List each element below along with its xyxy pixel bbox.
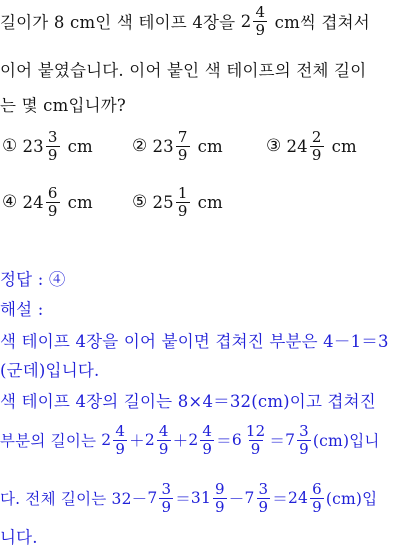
choice-marker: ① (2, 136, 18, 156)
fraction: $\frac{6}{9}$ (312, 479, 322, 516)
explanation-label: 해설 : (0, 300, 44, 319)
fraction: $\frac{3}{9}$ (299, 421, 309, 458)
fraction: $\frac{7}{9}$ (177, 127, 188, 164)
fraction: $\frac{9}{9}$ (215, 479, 225, 516)
fraction: $\frac{6}{9}$ (47, 183, 58, 220)
explanation-line-1: 색 테이프 4장을 이어 붙이면 겹쳐진 부분은 4－1＝3 (0, 332, 389, 351)
explanation-line-3: 색 테이프 4장의 길이는 8×4＝32(cm)이고 겹쳐진 (0, 392, 376, 411)
choices-row-1 (2, 126, 357, 166)
answer-label: 정답 : ④ (0, 270, 66, 289)
explanation-line-6: 니다. (0, 527, 38, 547)
explanation-line-4: 부분의 길이는 2 $\frac{4}{9}$ ＋ 2 $\frac{4}{9}$ ＋ 2 $\frac{4}{9}$ ＝ 6 $\frac{12}{9}$ ＝ 7 $\frac{3}{9}$ (cm)입니 (0, 421, 380, 458)
choice-1[interactable]: ① 23 $\frac{3}{9}$ cm (2, 127, 93, 164)
choice-marker: ② (132, 136, 148, 156)
fraction: $\frac{3}{9}$ (47, 127, 58, 164)
choices-row-2 (2, 182, 223, 222)
fraction: $\frac{4}{9}$ (255, 2, 266, 39)
problem-line-1 (0, 2, 370, 40)
fraction: $\frac{4}{9}$ (202, 421, 213, 458)
mixed-whole: 2 (240, 11, 252, 31)
explanation-line-2: (군데)입니다. (0, 361, 100, 380)
fraction: $\frac{2}{9}$ (311, 127, 322, 164)
problem-line-2: 이어 붙였습니다. 이어 붙인 색 테이프의 전체 길이 (0, 61, 367, 80)
fraction: $\frac{3}{9}$ (258, 479, 269, 516)
fraction: $\frac{1}{9}$ (177, 183, 188, 220)
fraction: $\frac{4}{9}$ (158, 421, 169, 458)
choice-2[interactable]: ② 23 $\frac{7}{9}$ cm (132, 127, 223, 164)
problem-text: 길이가 8 cm인 색 테이프 4장을 (0, 13, 241, 32)
choice-marker: ④ (2, 192, 18, 212)
choice-marker: ③ (266, 136, 282, 156)
explanation-line-5: 다. 전체 길이는 32－ 7 $\frac{3}{9}$ ＝ 31 $\frac{9}{9}$ － 7 $\frac{3}{9}$ ＝ 24 $\frac{6}{9}$ (cm)입 (0, 479, 378, 516)
choice-3[interactable]: ③ 24 $\frac{2}{9}$ cm (266, 127, 357, 164)
problem-line-3: 는 몇 cm입니까? (0, 96, 126, 115)
fraction: $\frac{4}{9}$ (115, 421, 126, 458)
choice-4[interactable]: ④ 24 $\frac{6}{9}$ cm (2, 183, 93, 220)
choice-5[interactable]: ⑤ 25 $\frac{1}{9}$ cm (132, 183, 223, 220)
fraction: $\frac{3}{9}$ (161, 479, 172, 516)
fraction: $\frac{12}{9}$ (245, 421, 266, 458)
problem-text: cm씩 겹쳐서 (269, 13, 370, 32)
choice-marker: ⑤ (132, 192, 148, 212)
